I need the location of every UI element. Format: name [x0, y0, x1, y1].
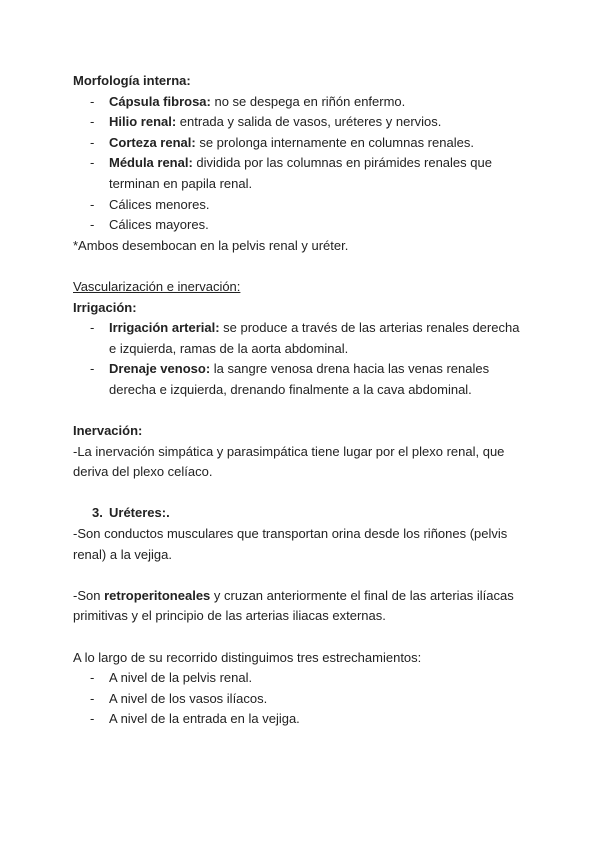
dash-bullet: - [90, 217, 95, 233]
ureteres-paragraph-1: -Son conductos musculares que transportan orina desde los riñones (pelvis renal) a la vejiga. [73, 526, 508, 562]
subheading-irrigacion: Irrigación: [73, 299, 137, 315]
subheading-inervacion: Inervación: [73, 423, 143, 439]
list-item [73, 668, 533, 689]
list-item-text: Cálices menores. [109, 196, 210, 212]
estrechamientos-list [73, 668, 533, 730]
dash-bullet: - [90, 361, 95, 377]
list-item-term: Drenaje venoso: [109, 361, 211, 377]
list-item-text: A nivel de los vasos ilíacos. [109, 690, 268, 706]
list-item [73, 318, 524, 359]
section-title: Uréteres:. [109, 505, 170, 521]
list-item-term: Irrigación arterial: [109, 320, 220, 336]
list-item [73, 133, 533, 154]
list-item-text: se prolonga internamente en columnas renales. [195, 134, 474, 150]
paragraph-text: y cruzan anteriormente el final de las arterias ilíacas primitivas y el principio de las arterias iliacas externas. [73, 587, 514, 624]
paragraph-bold-term: retroperitoneales [104, 587, 211, 603]
section-heading-vascularizacion: Vascularización e inervación: [73, 278, 241, 294]
morfologia-note: *Ambos desembocan en la pelvis renal y uréter. [73, 237, 349, 253]
dash-bullet: - [90, 196, 95, 212]
dash-bullet: - [90, 114, 95, 130]
section-heading-ureteres [73, 503, 533, 524]
section-number: 3. [92, 505, 103, 521]
list-item [73, 215, 533, 236]
list-item-text: Cálices mayores. [109, 217, 209, 233]
list-item [73, 153, 499, 194]
list-item [73, 709, 533, 730]
inervacion-paragraph: -La inervación simpática y parasimpática tiene lugar por el plexo renal, que deriva del plexo celíaco. [73, 443, 505, 480]
dash-bullet: - [90, 711, 95, 727]
list-item [73, 689, 533, 710]
list-item [73, 359, 524, 400]
document-content [73, 71, 533, 730]
list-item [73, 92, 533, 113]
irrigacion-list [73, 318, 533, 400]
list-item-text: no se despega en riñón enfermo. [210, 93, 406, 109]
dash-bullet: - [90, 670, 95, 686]
dash-bullet: - [90, 93, 95, 109]
dash-bullet: - [90, 155, 95, 171]
list-item-text: A nivel de la entrada en la vejiga. [109, 711, 300, 727]
list-item [73, 112, 533, 133]
list-item-term: Cápsula fibrosa: [109, 93, 211, 109]
spacer [73, 256, 533, 277]
list-item-term: Médula renal: [109, 155, 193, 171]
spacer [73, 627, 533, 648]
list-item-text: dividida por las columnas en pirámides renales que terminan en papila renal. [109, 155, 492, 191]
list-item-text: A nivel de la pelvis renal. [109, 670, 253, 686]
dash-bullet: - [90, 320, 95, 336]
list-item-text: la sangre venosa drena hacia las venas renales derecha e izquierda, drenando finalmente a la cava abdominal. [109, 361, 490, 397]
ureteres-paragraph-2 [73, 586, 523, 627]
section-heading-morfologia: Morfología interna: [73, 73, 191, 88]
list-item-term: Hilio renal: [109, 114, 177, 130]
spacer [73, 565, 533, 586]
dash-bullet: - [90, 690, 95, 706]
spacer [73, 483, 533, 504]
list-item [73, 195, 533, 216]
dash-bullet: - [90, 134, 95, 150]
list-item-text: se produce a través de las arterias renales derecha e izquierda, ramas de la aorta abdominal. [109, 320, 520, 356]
list-item-term: Corteza renal: [109, 134, 196, 150]
ureteres-intro: A lo largo de su recorrido distinguimos tres estrechamientos: [73, 649, 422, 665]
list-item-text: entrada y salida de vasos, uréteres y nervios. [176, 114, 442, 130]
paragraph-text: -Son [73, 587, 105, 603]
morfologia-list [73, 92, 533, 236]
spacer [73, 401, 533, 422]
